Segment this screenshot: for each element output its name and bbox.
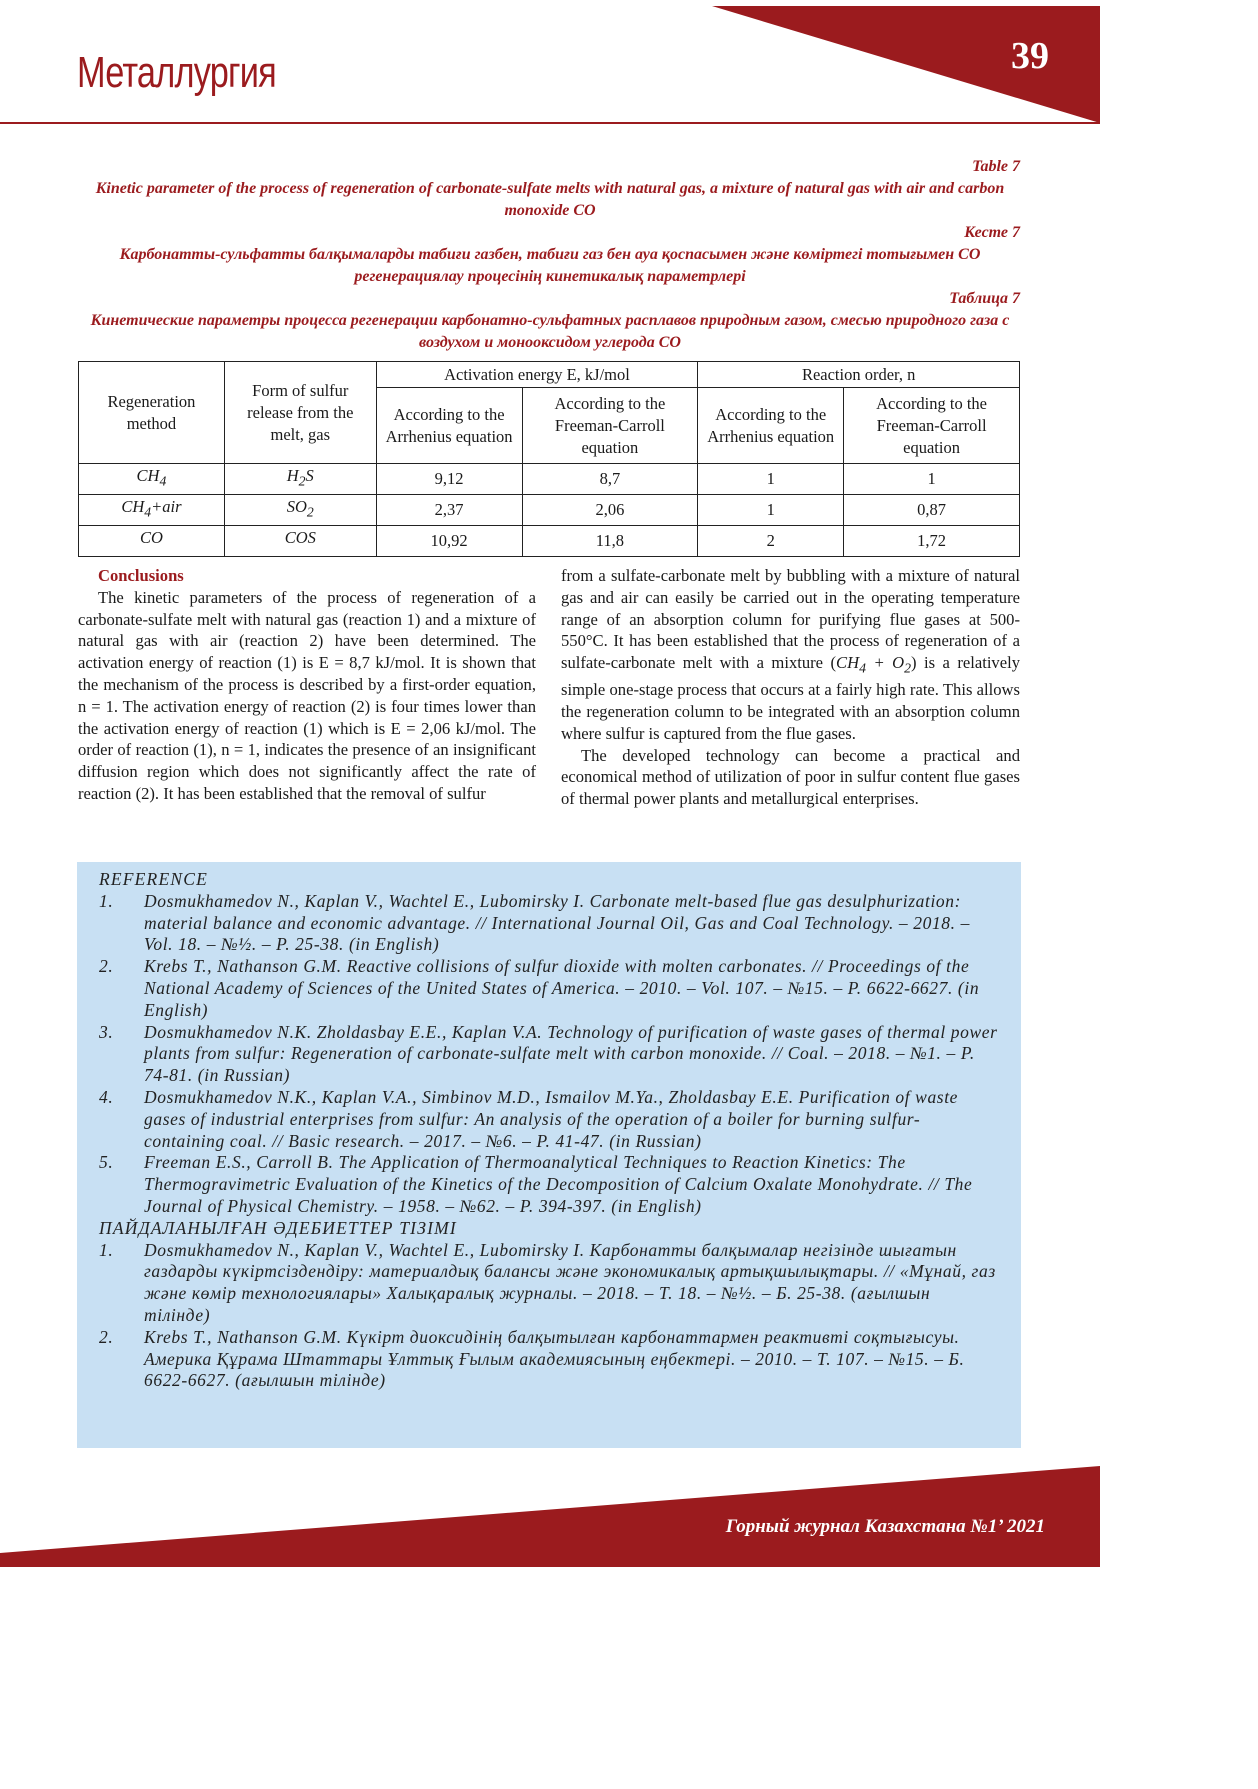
page-number: 39: [1011, 35, 1049, 77]
header-ea-freeman-carroll: According to the Freeman-Carroll equation: [522, 388, 698, 464]
caption-en-label: Table 7: [972, 158, 1020, 175]
header-regeneration-method: Regeneration method: [79, 362, 225, 464]
cell-gas: $SO_2$: [224, 495, 376, 526]
cell-n-arrhenius: 1: [698, 464, 844, 495]
cell-n-freeman-carroll: 1: [844, 464, 1020, 495]
caption-en-title: Kinetic parameter of the process of regeneration of carbonate-sulfate melts with natural gas, a mixture of natural gas with air and carbon monoxide CO: [95, 180, 1005, 219]
reference-item: 2. Krebs T., Nathanson G.M. Reactive collisions of sulfur dioxide with molten carbonates. // Proceedings of the National Academy of Sciences of the United States of America. – 2010. – Vol. 107. – №15. – P. 6622-6627. (in English): [99, 956, 980, 1020]
cell-ea-arrhenius: 9,12: [376, 464, 522, 495]
table-row: [79, 464, 1020, 495]
reference-item: 3. Dosmukhamedov N.K. Zholdasbay E.E., Kaplan V.A. Technology of purification of waste gases of thermal power plants from sulfur: Regeneration of carbonate-sulfate melt with carbon monoxide. // Coal. – 2018. – №1. – P. 74-81. (in Russian): [99, 1021, 998, 1086]
conclusions-paragraph-2: The developed technology can become a practical and economical method of utilization of poor in sulfur content flue gases of thermal power plants and metallurgical enterprises.: [561, 745, 1020, 809]
conclusions-left-column: [78, 565, 536, 805]
formula-ch4-o2: $CH_4 + O_2$: [836, 653, 912, 676]
cell-method: $CH_4$: [79, 464, 225, 495]
cell-gas: $H_2S$: [224, 464, 376, 495]
kinetic-parameters-table: [78, 361, 1020, 557]
section-title: Металлургия: [77, 48, 276, 97]
journal-footer: Горный журнал Казахстана №1’ 2021: [725, 1516, 1045, 1537]
cell-method: CO: [79, 526, 225, 557]
references-heading-kz: ПАЙДАЛАНЫЛҒАН ӘДЕБИЕТТЕР ТІЗІМІ: [99, 1217, 457, 1238]
reference-item: 4. Dosmukhamedov N.K., Kaplan V.A., Simbinov M.D., Ismailov M.Ya., Zholdasbay E.E. Purification of waste gases of industrial enterprises from sulfur: An analysis of the operation of a boiler for burning sulfur-containing coal. // Basic research. – 2017. – №6. – P. 41-47. (in Russian): [99, 1086, 959, 1151]
header-activation-energy: Activation energy E, kJ/mol: [376, 362, 698, 388]
cell-ea-arrhenius: 2,37: [376, 495, 522, 526]
cell-ea-freeman-carroll: 11,8: [522, 526, 698, 557]
references-heading-en: REFERENCE: [99, 869, 208, 889]
caption-kz-title: Карбонатты-сульфатты балқымаларды табиғи газбен, табиғи газ бен ауа қоспасымен және көміртегі тотығымен СО регенерациялау процесінің кинетикалық параметрлері: [119, 246, 981, 285]
cell-ea-freeman-carroll: 8,7: [522, 464, 698, 495]
cell-n-freeman-carroll: 1,72: [844, 526, 1020, 557]
table-row: [79, 526, 1020, 557]
reference-item: 1. Dosmukhamedov N., Kaplan V., Wachtel E., Lubomirsky I. Карбонатты балқымалар негізінде шығатын газдарды күкіртсіздендіру: материалдық балансы және экономикалық артықшылықтары. // «Мұнай, газ және көмір технологиялары» Халықаралық журналы. – 2018. – Т. 18. – №½. – Б. 25-38. (ағылшын тілінде): [99, 1239, 996, 1325]
header-reaction-order: Reaction order, n: [698, 362, 1020, 388]
conclusions-paragraph-1: The kinetic parameters of the process of regeneration of a carbonate-sulfate melt with natural gas (reaction 1) and a mixture of natural gas with air (reaction 2) have been determined. The activation energy of reaction (1) is E = 8,7 kJ/mol. It is shown that the mechanism of the process is described by a first-order equation, n = 1. The activation energy of reaction (2) is four times lower than the activation energy of reaction (1) which is E = 2,06 kJ/mol. The order of reaction (1), n = 1, indicates the presence of an insignificant diffusion region which does not significantly affect the rate of reaction (2). It has been established that the removal of sulfur: [78, 587, 536, 803]
caption-kz-label: Кесте 7: [964, 224, 1020, 241]
caption-ru-label: Таблица 7: [949, 290, 1020, 307]
cell-n-freeman-carroll: 0,87: [844, 495, 1020, 526]
references-list: [99, 869, 999, 1392]
header-n-freeman-carroll: According to the Freeman-Carroll equation: [844, 388, 1020, 464]
cell-gas: COS: [224, 526, 376, 557]
header-n-arrhenius: According to the Arrhenius equation: [698, 388, 844, 464]
cell-ea-arrhenius: 10,92: [376, 526, 522, 557]
header-ea-arrhenius: According to the Arrhenius equation: [376, 388, 522, 464]
conclusions-right-column: [561, 565, 1020, 810]
table-header-row: [79, 362, 1020, 388]
header-sulfur-form: Form of sulfur release from the melt, gas: [224, 362, 376, 464]
caption-ru-title: Кинетические параметры процесса регенерации карбонатно-сульфатных расплавов природным газом, смесью природного газа с воздухом и монооксидом углерода СО: [90, 312, 1010, 351]
reference-item: 5. Freeman E.S., Carroll B. The Application of Thermoanalytical Techniques to Reaction Kinetics: The Thermogravimetric Evaluation of the Kinetics of the Decomposition of Calcium Oxalate Monohydrate. // The Journal of Physical Chemistry. – 1958. – №62. – P. 394-397. (in English): [99, 1152, 973, 1216]
reference-item: 1. Dosmukhamedov N., Kaplan V., Wachtel E., Lubomirsky I. Carbonate melt-based flue gas desulphurization: material balance and economic advantage. // International Journal Oil, Gas and Coal Technology. – 2018. – Vol. 18. – №½. – P. 25-38. (in English): [99, 890, 970, 955]
conclusions-paragraph-1-continued: from a sulfate-carbonate melt by bubbling with a mixture of natural gas and air can easily be carried out in the operating temperature range of an absorption column for purifying flue gases at 500-550°C. It has been established that the process of regeneration of a sulfate-carbonate melt with a mixture $(CH_4 + O_2)$ is a relatively simple one-stage process that occurs at a fairly high rate. This allows the regeneration column to be integrated with an absorption column where sulfur is captured from the flue gases.: [561, 566, 1020, 743]
conclusions-heading: Conclusions: [98, 566, 184, 585]
table-row: [79, 495, 1020, 526]
cell-n-arrhenius: 2: [698, 526, 844, 557]
reference-item: 2. Krebs T., Nathanson G.M. Күкірт диоксидінің балқытылған карбонаттармен реактивті соқтығысуы. Америка Құрама Штаттары Ұлттық Ғылым академиясының еңбектері. – 2010. – Т. 107. – №15. – Б. 6622-6627. (ағылшын тілінде): [99, 1326, 965, 1391]
cell-n-arrhenius: 1: [698, 495, 844, 526]
cell-ea-freeman-carroll: 2,06: [522, 495, 698, 526]
cell-method: $CH_4+air$: [79, 495, 225, 526]
